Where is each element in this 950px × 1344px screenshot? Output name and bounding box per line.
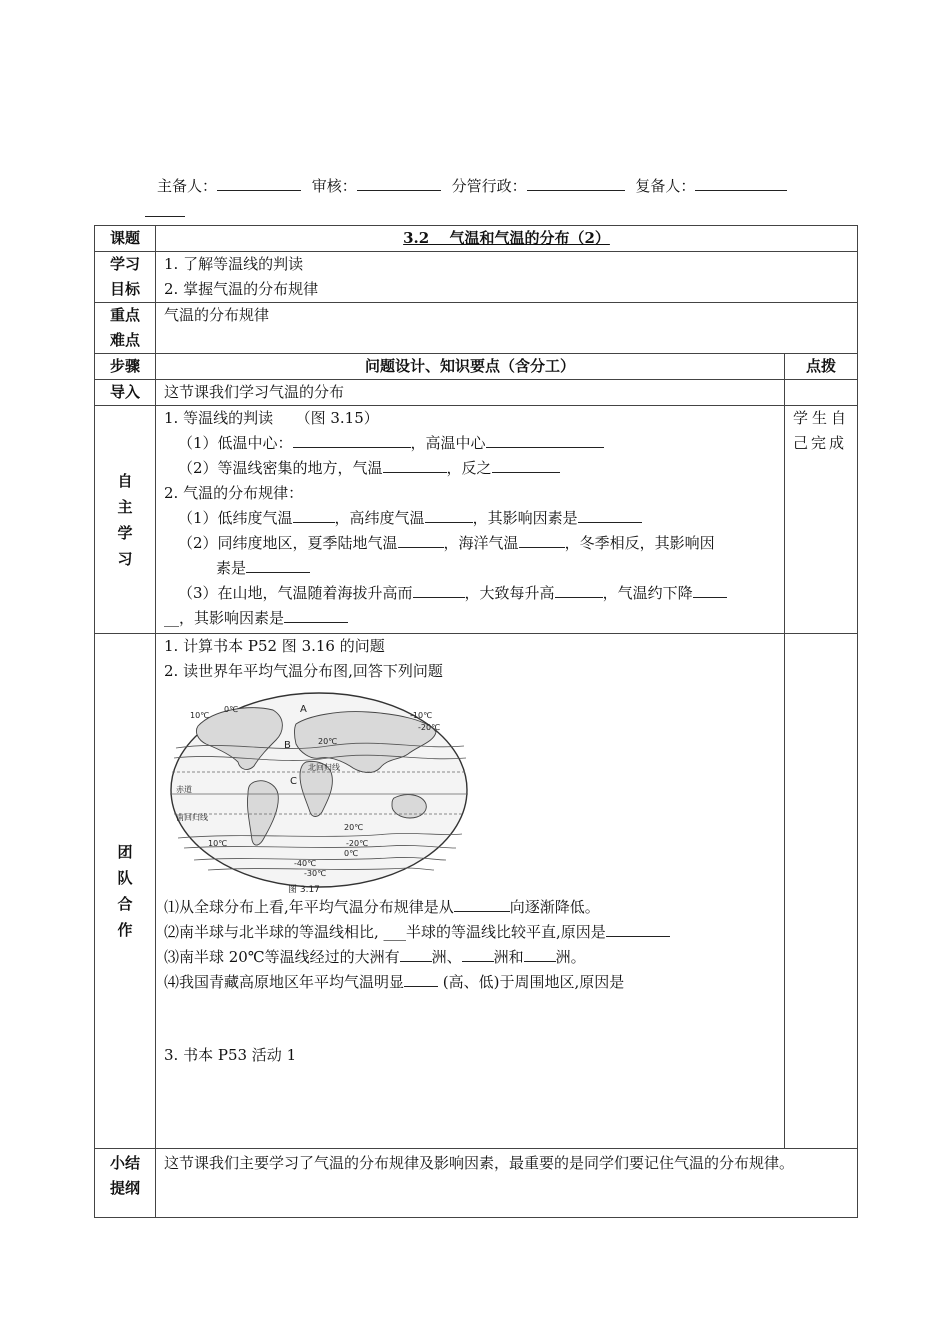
answer-blank[interactable] <box>246 557 310 573</box>
isotherm-label: 10℃ <box>208 839 228 848</box>
label-char: 团 <box>117 843 133 861</box>
label-char: 自 <box>117 471 133 490</box>
tip-header: 点拨 <box>785 354 858 380</box>
q1-item-1 <box>164 431 776 456</box>
answer-blank[interactable] <box>693 582 727 598</box>
goal-item: 1. 了解等温线的判读 <box>164 255 304 273</box>
sub3c: 洲和 <box>493 948 524 966</box>
co-preparer-blank-tail <box>145 200 185 217</box>
admin-blank[interactable] <box>527 174 625 191</box>
goals-label-2: 目标 <box>109 280 140 298</box>
q2-item-2 <box>164 531 776 556</box>
label-char: 合 <box>117 895 133 913</box>
point-label: A <box>300 704 307 715</box>
south-tropic-label: 南回归线 <box>176 813 208 822</box>
q2-item-1 <box>164 506 776 531</box>
answer-blank[interactable] <box>398 532 444 548</box>
world-temperature-map <box>168 688 470 893</box>
teamwork-tip <box>785 634 858 1149</box>
topic-cell <box>156 226 858 252</box>
row-steps-header <box>95 354 858 380</box>
equator-label: 赤道 <box>176 785 192 794</box>
key-label-1: 重点 <box>109 306 140 324</box>
goals-label-1: 学习 <box>109 255 140 273</box>
point-label: C <box>290 776 297 787</box>
team-sub-2 <box>164 920 776 945</box>
row-teamwork <box>95 634 858 1149</box>
topic-label: 课题 <box>95 226 156 252</box>
lesson-title: 3.2 气温和气温的分布（2） <box>403 229 610 247</box>
key-label <box>95 303 156 354</box>
answer-blank[interactable] <box>404 971 438 987</box>
q2-3c: ，气温约下降 <box>602 584 693 602</box>
teamwork-label <box>95 634 156 1149</box>
answer-blank[interactable] <box>400 946 432 962</box>
row-summary <box>95 1149 858 1218</box>
label-char: 作 <box>117 921 133 939</box>
answer-blank[interactable] <box>293 507 335 523</box>
q2-item-3 <box>164 581 776 606</box>
label-char: 队 <box>117 869 133 887</box>
summary-label <box>95 1149 156 1218</box>
isotherm-label: 20℃ <box>344 823 364 832</box>
summary-text: 这节课我们主要学习了气温的分布规律及影响因素，最重要的是同学们要记住气温的分布规律。 <box>156 1149 858 1218</box>
q2-2d: 素是 <box>216 559 247 577</box>
map-caption: 图 3.17 <box>288 885 320 893</box>
isotherm-label: -10℃ <box>410 711 433 720</box>
q2-item-3-cont <box>164 606 776 631</box>
row-intro <box>95 380 858 406</box>
sub1a: ⑴从全球分布上看,年平均气温分布规律是从 <box>164 898 454 916</box>
q1-heading: 1. 等温线的判读 （图 3.15） <box>164 409 379 427</box>
sub1b: 向逐渐降低。 <box>509 898 600 916</box>
answer-blank[interactable] <box>284 607 348 623</box>
answer-blank[interactable] <box>383 457 447 473</box>
label-char: 习 <box>117 549 133 568</box>
answer-blank[interactable] <box>425 507 473 523</box>
q2-heading: 2. 气温的分布规律： <box>164 484 304 502</box>
review-label: 审核： <box>311 177 357 195</box>
team-q3: 3. 书本 P53 活动 1 <box>164 1046 297 1064</box>
answer-blank[interactable] <box>578 507 642 523</box>
q2-1c: ，其影响因素是 <box>472 509 578 527</box>
q2-2a: （2）同纬度地区，夏季陆地气温 <box>178 534 398 552</box>
summary-label-1: 小结 <box>109 1154 140 1172</box>
team-sub-1 <box>164 895 776 920</box>
isotherm-label: 10℃ <box>190 711 210 720</box>
self-study-tip: 学生自己完成 <box>785 406 858 634</box>
q1-1b: ，高温中心 <box>410 434 486 452</box>
label-char: 主 <box>117 497 133 516</box>
label-char: 学 <box>117 523 133 542</box>
row-topic <box>95 226 858 252</box>
isotherm-label: -40℃ <box>294 859 317 868</box>
row-key-points <box>95 303 858 354</box>
team-q1: 1. 计算书本 P52 图 3.16 的问题 <box>164 637 385 655</box>
sub4a: ⑷我国青藏高原地区年平均气温明显 <box>164 973 405 991</box>
lesson-plan-table <box>94 225 858 1218</box>
steps-label: 步骤 <box>95 354 156 380</box>
answer-blank[interactable] <box>462 946 494 962</box>
self-study-content <box>156 406 785 634</box>
q2-2c: ，冬季相反，其影响因 <box>564 534 715 552</box>
co-preparer-blank[interactable] <box>695 174 787 191</box>
intro-tip <box>785 380 858 406</box>
sub4b: (高、低)于周围地区,原因是 <box>438 973 625 991</box>
isotherm-label: -20℃ <box>418 723 441 732</box>
sub3b: 洲、 <box>431 948 462 966</box>
q1-1a: （1）低温中心： <box>178 434 293 452</box>
intro-text: 这节课我们学习气温的分布 <box>156 380 785 406</box>
answer-blank[interactable] <box>293 432 411 448</box>
goals-label <box>95 252 156 303</box>
isotherm-label: -30℃ <box>304 869 327 878</box>
goals-cell <box>156 252 858 303</box>
q2-3a: （3）在山地，气温随着海拔升高而 <box>178 584 413 602</box>
isotherm-label: -20℃ <box>346 839 369 848</box>
sub3a: ⑶南半球 20℃等温线经过的大洲有 <box>164 948 400 966</box>
key-cell: 气温的分布规律 <box>156 303 858 354</box>
q1-2b: ，反之 <box>446 459 492 477</box>
intro-label: 导入 <box>95 380 156 406</box>
q2-3b: ，大致每升高 <box>464 584 555 602</box>
answer-blank[interactable] <box>486 432 604 448</box>
review-blank[interactable] <box>357 174 441 191</box>
sub2a: ⑵南半球与北半球的等温线相比, ___半球的等温线比较平直,原因是 <box>164 923 606 941</box>
team-q2: 2. 读世界年平均气温分布图,回答下列问题 <box>164 662 443 680</box>
isotherm-label: 20℃ <box>318 737 338 746</box>
self-study-label <box>95 406 156 634</box>
teamwork-content <box>156 634 785 1149</box>
q2-1a: （1）低纬度气温 <box>178 509 293 527</box>
summary-label-2: 提纲 <box>109 1179 140 1197</box>
q1-item-2 <box>164 456 776 481</box>
q2-2b: ，海洋气温 <box>443 534 519 552</box>
preparer-header <box>157 174 837 198</box>
team-sub-4 <box>164 970 776 995</box>
answer-blank[interactable] <box>555 582 603 598</box>
tropic-label: 北回归线 <box>308 763 340 772</box>
answer-blank[interactable] <box>519 532 565 548</box>
isotherm-label: 0℃ <box>344 849 359 858</box>
preparer-label: 主备人： <box>157 177 218 195</box>
row-self-study <box>95 406 858 634</box>
answer-blank[interactable] <box>454 896 510 912</box>
answer-blank[interactable] <box>492 457 560 473</box>
point-label: B <box>284 740 291 751</box>
content-header: 问题设计、知识要点（含分工） <box>156 354 785 380</box>
isotherm-label: 0℃ <box>224 705 239 714</box>
sub3d: 洲。 <box>555 948 586 966</box>
q1-2a: （2）等温线密集的地方，气温 <box>178 459 383 477</box>
team-sub-3 <box>164 945 776 970</box>
answer-blank[interactable] <box>524 946 556 962</box>
preparer-blank[interactable] <box>217 174 301 191</box>
admin-label: 分管行政： <box>451 177 527 195</box>
q2-3d: __，其影响因素是 <box>164 609 285 627</box>
answer-blank[interactable] <box>606 921 670 937</box>
goal-item: 2. 掌握气温的分布规律 <box>164 280 319 298</box>
q2-item-2-cont <box>164 556 776 581</box>
row-goals <box>95 252 858 303</box>
key-label-2: 难点 <box>109 331 140 349</box>
co-preparer-label: 复备人： <box>635 177 696 195</box>
q2-1b: ，高纬度气温 <box>334 509 425 527</box>
answer-blank[interactable] <box>413 582 465 598</box>
